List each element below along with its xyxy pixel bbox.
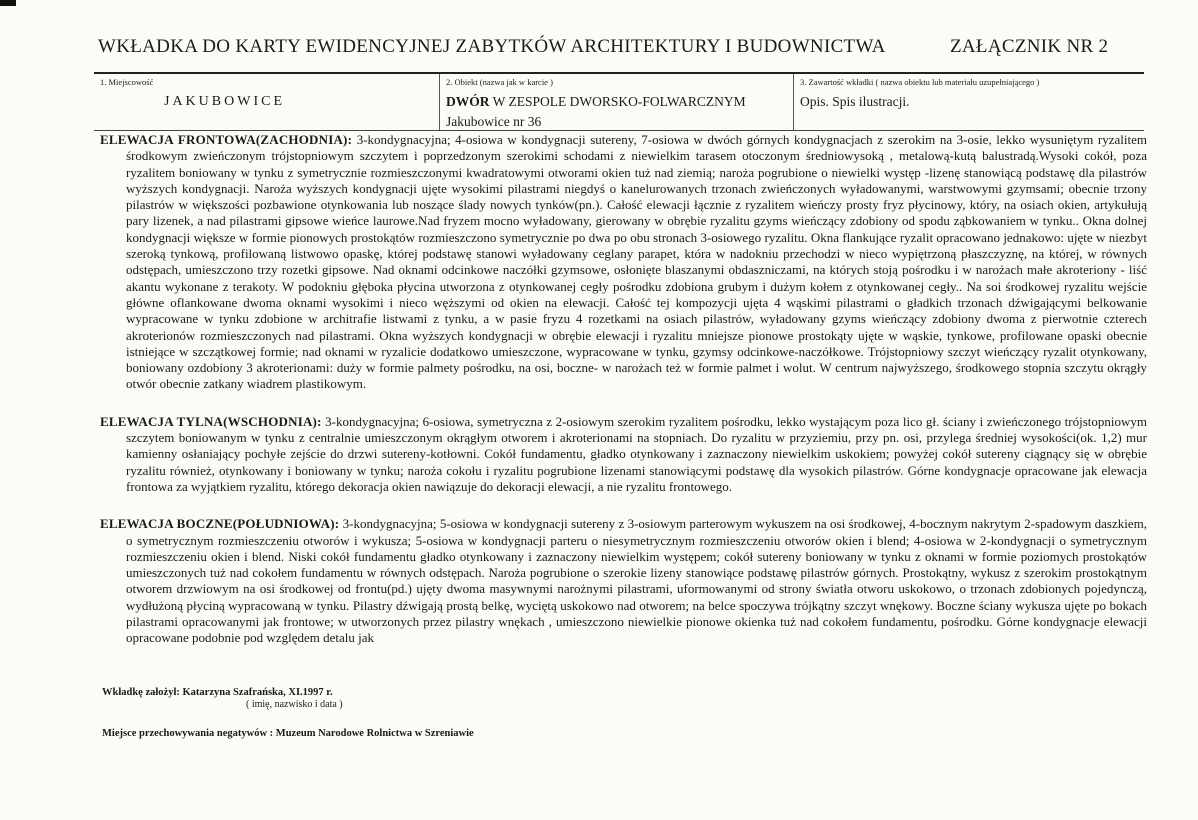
annex-number: ZAŁĄCZNIK NR 2 <box>950 36 1109 57</box>
locality-value: JAKUBOWICE <box>164 94 285 109</box>
section-text: 3-kondygnacyjna; 6-osiowa, symetryczna z 2-osiowym szerokim ryzalitem pośrodku, lekko wystającym poza lico gł. ściany i zwieńczonego trójstopniowym szczytem boniowanym w tynku z centralnie umieszczonym okrągłym otworem i akroterionami na stopniach. Do ryzalitu w przyziemiu, przy pn. osi, przylega średniej wysokości(ok. 1,2) mur kamienny osłaniający pochyłe zejście do drzwi sutereny-kotłowni. Cokół fundamentu, gładko otynkowany i zaznaczony niewielkim uskokiem; powyżej cokół sutereny ciągnący się w obrębie ryzalitu również, otynkowany i boniowany w tynku; naroża cokołu i ryzalitu pogrubione lizenami stanowiącymi podstawę dla wysokich pilastrów. Górne kondygnacje opracowane jak elewacja frontowa za wyjątkiem ryzalitu, którego dekoracja okien nawiązuje do dekoracji elewacji, a nie ryzalitu frontowego. <box>126 413 1147 494</box>
object-address: Jakubowice nr 36 <box>446 114 542 129</box>
scan-corner-mark <box>0 0 16 6</box>
prepared-by: Wkładkę założył: Katarzyna Szafrańska, XI.1997 r. <box>102 687 333 698</box>
section-title: ELEWACJA BOCZNE(POŁUDNIOWA): <box>100 516 340 532</box>
section-rear-elevation <box>100 414 1147 495</box>
section-text: 3-kondygnacyjna; 4-osiowa w kondygnacji sutereny, 7-osiowa w dwóch górnych kondygnacjach z szerokim na 3-osie, lekko wysuniętym ryzalitem środkowym zwieńczonym trójstopniowym szczytem i poprzedzonym szerokimi schodami z niewielkim tarasem otoczonym średniowysoką , metalową-kutą balustradą.Wysoki cokół, poza ryzalitem boniowany w tynku z symetrycznie rozmieszczonymi kwadratowymi otworami okien tuż nad ziemią; naroża pogrubione o niewielki występ -lizenę stanowiącą podstawę dla pilastrów wyższych kondygnacji. Naroża wyższych kondygnacji ujęte wysokimi pilastrami niegdyś o kanelurowanych trzonach zwieńczonych wyładowanymi, warstwowymi gzymsami; obecnie trzony pilastrów w większości pozbawione otynkowania lub noszące ślady nowych tynków(pn.). Całość elewacji łącznie z ryzalitem wieńczy prosty fryz płycinowy, który, na osiach okien, artykułują pary lizenek, a nad pilastrami gipsowe wieńce laurowe.Nad fryzem mocno wyładowany, gierowany w obrębie ryzalitu gzyms wieńczący zdobiony od spodu ząbkowaniem w tynku.. Okna dolnej kondygnacji większe w formie pionowych prostokątów rozmieszczono symetrycznie po dwa po obu stronach 3-osiowego ryzalitu. Okna flankujące ryzalit opracowano jednakowo: ujęte w niezbyt szeroką tynkową, profilowaną listwowo opaskę, której podstawę stanowi wyładowany ceglany parapet, która w nadokniu przechodzi w nieco wypiętrzoną płaszczyznę, na której, w równych odstępach, umieszczono trzy rozetki gipsowe. Nad oknami odcinkowe naczółki gzymsowe, osłonięte blaszanymi obdaszniczami, na których stoją pośrodku i w narożach małe akroteriony - liść akantu wykonane z terakoty. W podokniu głęboka płycina utworzona z otynkowanej cegły pośrodku zdobiona grubym i dużym kołem z otynkowanej cegły.. Na soi środkowej ryzalitu wejście główne oflankowane dwoma oknami wysokimi i nieco węższymi od okien na elewacji. Całość tej kompozycji ujęta 4 wąskimi pilastrami o gładkich trzonach dźwigającymi belkowanie wypracowane w tynku zdobione w architrafie listwami z tynku, a w pasie fryzu 4 rozetkami na osiach pilastrów, wyładowany gzyms wieńczący zdobiony dwoma z pierwotnie czterech akroterionów rozmieszczonych nad pilastrami. Okna wyższych kondygnacji w obrębie elewacji i ryzalitu mniejsze pionowe prostokąty ujęte w wąskie, tynkowe, profilowane opaski obecnie istniejące w szczątkowej formie; nad oknami w ryzalicie dodatkowo umieszczone, wypracowane w tynku, gzymsy odcinkowe-naczółkowe. Trójstopniowy szczyt wieńczący ryzalit otynkowany, boniowany ozdobiony 3 akroterionami: duży w formie palmety pośrodku, na osi, boczne- w narożach też w formie palmet i wolut. W centrum najwyższego, środkowego stopnia szczytu okrągły otwór obecnie zatkany wiadrem plastikowym. <box>126 132 1147 392</box>
prepared-by-note: ( imię, nazwisko i data ) <box>246 699 343 710</box>
contents-cell <box>793 74 1144 130</box>
object-value <box>446 94 746 110</box>
object-cell <box>439 74 793 130</box>
section-text: 3-kondygnacyjna; 5-osiowa w kondygnacji sutereny z 3-osiowym parterowym wykuszem na osi środkowej, 4-bocznym nakrytym 2-spadowym daszkiem, o symetrycznym rozmieszczeniu otworów i wykusza; 5-osiowa w kondygnacji parteru o niesymetrycznym rozmieszczeniu otworów okien i blend; 4-osiowa w 2-kondygnacji o symetrycznym rozmieszczeniu okien i blend. Niski cokół fundamentu gładko otynkowany i zaznaczony niewielkim występem; cokół sutereny boniowany w tynku z oknami w formie poziomych prostokątów umieszczonych tuż nad cokołem fundamentu w równych odstępach. Naroża pogrubione o szerokie lizeny stanowiące podstawę pilastrów górnych. Prostokątny, wykusz z szerokim prostokątnym otworem drzwiowym na osi środkowej od frontu(pd.) ujęty dwoma masywnymi narożnymi pilastrami, uformowanymi od strony światła otworu uskokowo, o trzonach zdobionych pojedynczą, wydłużoną płyciną wypracowaną w tynku. Pilastry dźwigają prostą belkę, wyciętą uskokowo nad otworem; na belce spoczywa trójkątny szczyt wnękowy. Boczne ściany wykusza ujęte po bokach pilastrami opracowanymi jak frontowe; w utworzonych przez pilastry wnękach , umieszczono niewielkie pionowe okienka tuż nad cokołem fundamentu, pośrodku. Górne kondygnacje elewacji opracowane podobnie pod względem detalu jak <box>126 516 1148 646</box>
object-complex: W ZESPOLE DWORSKO-FOLWARCZNYM <box>489 94 746 109</box>
locality-cell <box>94 74 439 130</box>
section-front-elevation <box>100 132 1147 393</box>
locality-label: 1. Miejscowość <box>100 77 154 87</box>
contents-value: Opis. Spis ilustracji. <box>800 94 910 109</box>
object-name: DWÓR <box>446 94 490 109</box>
document-title: WKŁADKA DO KARTY EWIDENCYJNEJ ZABYTKÓW ARCHITEKTURY I BUDOWNICTWA <box>98 36 886 57</box>
description-body <box>100 132 1147 668</box>
object-label: 2. Obiekt (nazwa jak w karcie ) <box>446 77 553 87</box>
section-title: ELEWACJA FRONTOWA(ZACHODNIA): <box>100 132 353 147</box>
negatives-archive: Miejsce przechowywania negatywów : Muzeum Narodowe Rolnictwa w Szreniawie <box>102 728 474 739</box>
contents-label: 3. Zawartość wkładki ( nazwa obiektu lub materiału uzupełniającego ) <box>800 77 1040 87</box>
metadata-table <box>94 72 1144 131</box>
section-side-elevation <box>100 516 1147 646</box>
section-title: ELEWACJA TYLNA(WSCHODNIA): <box>100 413 322 429</box>
